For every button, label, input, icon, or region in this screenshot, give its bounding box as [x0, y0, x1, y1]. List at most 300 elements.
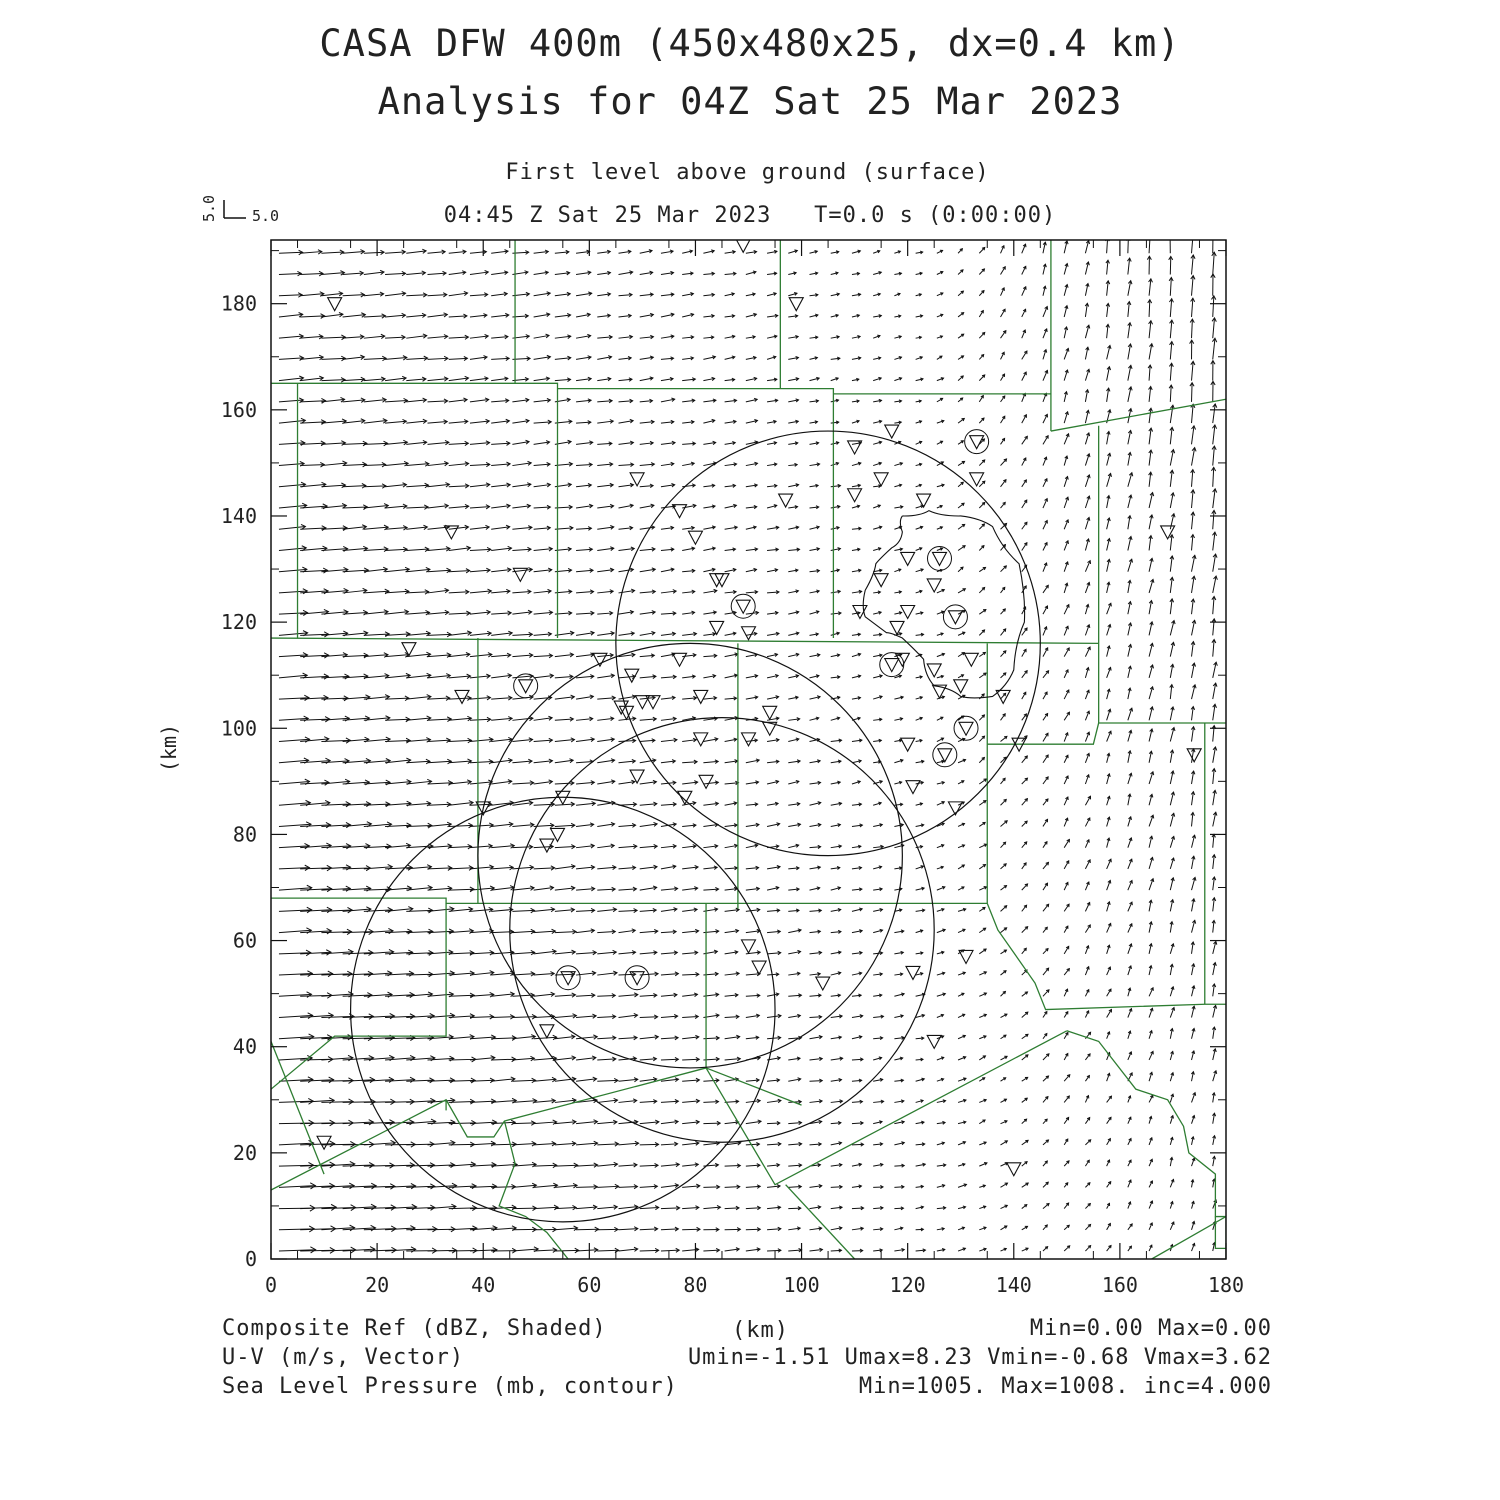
wind-vector [343, 464, 367, 465]
wind-vector [1001, 566, 1007, 572]
station-marker [317, 1136, 331, 1149]
wind-vector [385, 252, 405, 253]
wind-vector [428, 761, 452, 762]
wind-vector [428, 612, 449, 614]
wind-vector [406, 612, 429, 614]
wind-vector [640, 1186, 658, 1187]
wind-vector [512, 783, 533, 784]
wind-vector [619, 910, 638, 911]
wind-vector [512, 974, 534, 975]
station-marker [630, 972, 644, 985]
wind-vector [619, 1143, 639, 1145]
wind-vector [555, 1165, 578, 1166]
county-boundaries [271, 240, 1226, 1259]
wind-vector-head [1148, 236, 1152, 239]
wind-vector [321, 337, 345, 338]
station-marker [927, 579, 941, 592]
wind-vector [597, 1186, 618, 1187]
wind-vector [470, 739, 493, 741]
wind-vector [385, 506, 407, 508]
wind-vector [512, 952, 534, 953]
wind-vector [512, 910, 534, 911]
wind-vector [512, 825, 533, 827]
wind-vector [428, 422, 448, 424]
wind-vector [640, 1207, 659, 1208]
wind-vector [1170, 385, 1171, 402]
station-marker [927, 664, 941, 677]
station-marker [742, 733, 756, 746]
x-tick-label: 0 [264, 1273, 278, 1297]
county-line [271, 638, 1099, 643]
wind-vector [534, 1037, 557, 1039]
footer-wind: U-V (m/s, Vector) [222, 1345, 465, 1370]
level-subtitle: First level above ground (surface) [505, 160, 990, 185]
wind-vector [1192, 404, 1194, 423]
wind-vector [725, 1017, 739, 1018]
station-circle [933, 743, 957, 767]
y-tick-label: 0 [244, 1247, 257, 1271]
wind-vector [576, 952, 596, 953]
wind-vector [491, 1187, 515, 1188]
station-marker [678, 791, 692, 804]
wind-vector [491, 867, 513, 869]
wind-vector-head [1211, 231, 1216, 235]
wind-vector [491, 846, 514, 848]
wind-vector [576, 1250, 598, 1251]
wind-vector [661, 613, 676, 614]
wind-vector [619, 1038, 638, 1039]
vector-key-v-label: 5.0 [200, 194, 218, 222]
wind-vector [534, 422, 552, 423]
y-tick-label: 140 [220, 503, 257, 528]
wind-vector [449, 846, 472, 847]
wind-vector [1170, 299, 1171, 317]
wind-vector [1001, 821, 1008, 827]
wind-vector [1192, 319, 1193, 338]
station-marker [625, 669, 639, 682]
wind-vector [534, 507, 551, 508]
county-line [558, 389, 834, 638]
wind-vector [470, 443, 490, 445]
wind-vector [555, 1143, 576, 1145]
wind-vector [406, 295, 427, 296]
wind-vector [321, 273, 344, 275]
wind-vector [364, 465, 386, 466]
wind-vector [576, 464, 592, 465]
wind-vector [597, 1144, 618, 1145]
station-marker [710, 574, 724, 587]
wind-vector [428, 549, 450, 551]
x-tick-label: 80 [683, 1273, 708, 1297]
wind-vector [470, 294, 488, 295]
wind-vector [555, 379, 571, 380]
wind-vector [449, 825, 473, 826]
wind-vector [1192, 361, 1194, 380]
wind-vector [725, 1187, 740, 1188]
wind-vector [512, 761, 532, 763]
wind-vector [576, 1143, 598, 1145]
station-marker [742, 940, 756, 953]
station-marker [954, 680, 968, 693]
wind-vector [1213, 596, 1214, 614]
wind-vector [661, 1208, 680, 1209]
wind-vector [491, 613, 511, 614]
wind-vector [470, 719, 491, 720]
wind-vector [279, 358, 303, 360]
wind-vector [300, 336, 323, 338]
wind-vector [1064, 1075, 1070, 1082]
wind-vector [279, 273, 301, 274]
wind-vector [619, 846, 637, 847]
chart-title-line2: Analysis for 04Z Sat 25 Mar 2023 [377, 80, 1123, 123]
wind-vector [449, 718, 472, 720]
wind-vector [576, 1207, 597, 1209]
wind-vector [661, 932, 676, 933]
wind-vector [428, 442, 449, 444]
wind-vector [746, 1165, 760, 1166]
station-marker [885, 659, 899, 672]
wind-vector [555, 932, 576, 933]
wind-vector [385, 698, 409, 699]
wind-vector [640, 931, 658, 932]
wind-vector [428, 740, 451, 741]
wind-vector [534, 1185, 558, 1187]
station-marker [402, 643, 416, 656]
county-line [706, 1031, 1067, 1185]
wind-vector [385, 273, 405, 274]
wind-vector [321, 358, 345, 359]
wind-vector [491, 1017, 514, 1018]
wind-vector [343, 507, 368, 508]
footer-pressure-range: Min=1005. Max=1008. inc=4.000 [858, 1374, 1272, 1399]
wind-vector [343, 443, 367, 444]
wind-vector [385, 421, 406, 423]
wind-vector [512, 931, 534, 932]
wind-vector [703, 1187, 719, 1188]
x-tick-labels [265, 1273, 1244, 1297]
wind-vector [640, 1144, 659, 1145]
wind-vector [279, 252, 303, 253]
reflectivity-line [863, 511, 1024, 698]
wind-vector [703, 1080, 719, 1081]
wind-vector [555, 1250, 579, 1251]
wind-vector [979, 481, 985, 487]
wind-vector [512, 634, 532, 635]
wind-vector [470, 570, 490, 572]
county-line [499, 1121, 568, 1259]
station-marker [779, 494, 793, 507]
wind-vector [746, 1186, 760, 1187]
y-tick-label: 180 [220, 291, 257, 316]
wind-vector [1043, 904, 1049, 911]
station-marker [763, 706, 777, 719]
wind-vector [1213, 467, 1214, 486]
wind-vector [810, 1081, 823, 1082]
wind-vector [300, 294, 324, 296]
wind-vector [385, 315, 405, 317]
wind-vector [470, 761, 493, 762]
wind-vector [576, 1016, 596, 1018]
station-marker [874, 473, 888, 486]
county-line [987, 903, 1226, 1009]
wind-vector [512, 1080, 535, 1081]
y-tick-label: 160 [220, 397, 257, 422]
wind-vector [1213, 318, 1215, 338]
wind-vector [470, 464, 490, 465]
station-marker [964, 653, 978, 666]
wind-vector [703, 1123, 720, 1124]
wind-vector [597, 995, 615, 996]
wind-vector [343, 251, 365, 253]
pressure-contour [351, 797, 775, 1222]
y-tick-label: 80 [232, 822, 257, 847]
wind-vector [428, 698, 450, 699]
wind-vector [555, 974, 574, 975]
station-circle [943, 605, 967, 629]
wind-vector [385, 400, 407, 401]
wind-vector [449, 740, 472, 741]
wind-vector [703, 1250, 719, 1251]
wind-vector [385, 358, 407, 360]
station-marker [328, 298, 342, 311]
wind-vector [512, 655, 532, 657]
wind-vector [682, 1207, 699, 1208]
wind-vector [640, 1165, 658, 1166]
station-marker [885, 425, 899, 438]
wind-vector [619, 464, 634, 465]
wind-vector [746, 1208, 760, 1209]
x-tick-label: 40 [471, 1273, 496, 1297]
y-tick-label: 100 [220, 716, 257, 741]
wind-vector [640, 1229, 658, 1230]
wind-vector [343, 486, 366, 487]
wind-vector [534, 868, 555, 869]
wind-vector [1022, 884, 1028, 890]
wind-vector [1192, 383, 1193, 402]
wind-vector [703, 1207, 720, 1208]
wind-vector [428, 719, 452, 720]
wind-vector [470, 507, 490, 508]
station-marker [816, 977, 830, 990]
station-marker [444, 526, 458, 539]
wind-vector [619, 889, 637, 890]
wind-vector [1170, 278, 1171, 296]
wind-vector [1192, 233, 1194, 254]
wind-vector [640, 1059, 657, 1060]
wind-vector [512, 847, 532, 848]
station-marker [901, 738, 915, 751]
wind-vector [1213, 510, 1214, 529]
wind-vector [1043, 1054, 1049, 1060]
wind-vector [1022, 799, 1028, 806]
x-tick-label: 100 [783, 1273, 820, 1297]
wind-vector [788, 1187, 801, 1188]
wind-vector [534, 973, 555, 975]
wind-vector [746, 995, 760, 996]
wind-vector [512, 1017, 536, 1018]
wind-vector [682, 1016, 698, 1017]
wind-vector [428, 401, 448, 402]
wind-vector [428, 634, 451, 635]
wind-vector [534, 931, 556, 933]
wind-vector [555, 825, 575, 826]
wind-vector [428, 295, 447, 296]
wind-vector [428, 358, 448, 359]
wind-vector [640, 1017, 658, 1018]
wind-vector [703, 889, 718, 890]
station-marker [688, 531, 702, 544]
wind-vector [321, 380, 345, 381]
wind-vector [343, 273, 364, 275]
station-marker [959, 722, 973, 735]
wind-vector [640, 910, 656, 911]
wind-vector [1001, 799, 1007, 805]
wind-vector [682, 1080, 699, 1081]
wind-vector [725, 1208, 739, 1209]
wind-vector [555, 910, 575, 912]
wind-vector [406, 485, 428, 487]
station-marker [933, 552, 947, 565]
y-tick-label: 40 [232, 1034, 257, 1059]
valid-time-label: 04:45 Z Sat 25 Mar 2023 T=0.0 s (0:00:00) [443, 203, 1057, 228]
wind-vector [597, 1207, 617, 1209]
wind-vector [640, 1101, 657, 1102]
wind-vector [1213, 639, 1214, 656]
station-marker [519, 680, 533, 693]
wind-vector [406, 507, 428, 508]
wind-vector [555, 719, 574, 720]
wind-vector [1022, 927, 1028, 933]
chart-title-line1: CASA DFW 400m (450x480x25, dx=0.4 km) [319, 22, 1181, 65]
wind-vector [491, 909, 513, 911]
wind-vector [491, 973, 514, 975]
wind-vector [343, 379, 365, 380]
wind-vector [534, 1165, 557, 1166]
wind-vector [449, 571, 470, 572]
wind-vector [279, 336, 303, 338]
wind-vector [300, 465, 324, 466]
wind-vector [406, 549, 428, 550]
wind-vector [491, 1059, 515, 1060]
wind-vector [661, 953, 677, 954]
wind-vector [428, 783, 453, 784]
wind-vector [725, 1166, 741, 1167]
station-marker [874, 574, 888, 587]
wind-vector [597, 1080, 618, 1081]
wind-vector [449, 506, 469, 508]
x-tick-label: 140 [995, 1273, 1032, 1297]
wind-vector [491, 655, 511, 657]
wind-vector [1149, 300, 1150, 317]
wind-vector [619, 1186, 638, 1187]
wind-vector [491, 358, 509, 359]
station-circle [514, 674, 538, 698]
wind-vector [491, 400, 509, 401]
wind-vector [1213, 296, 1214, 317]
station-marker [694, 690, 708, 703]
station-marker [901, 606, 915, 619]
station-marker [917, 494, 931, 507]
wind-vector [555, 1016, 577, 1018]
wind-vector [597, 1250, 618, 1251]
county-line [786, 1185, 855, 1259]
wind-vector [555, 1122, 576, 1124]
wind-vector [512, 549, 531, 550]
x-tick-label: 160 [1101, 1273, 1138, 1297]
wind-vector [470, 549, 491, 550]
station-marker [789, 298, 803, 311]
wind-vector [1213, 252, 1215, 274]
wind-vector [1149, 365, 1150, 381]
y-tick-label: 60 [232, 928, 257, 953]
wind-vector [682, 974, 699, 975]
wind-vector [449, 592, 469, 593]
wind-vector [661, 1250, 679, 1251]
wind-vector [428, 273, 447, 274]
wind-vector [767, 1250, 781, 1251]
wind-vector [385, 655, 409, 657]
wind-vector [979, 460, 984, 466]
wind-vector [576, 422, 591, 423]
wind-vector [364, 527, 388, 529]
wind-vector [576, 1187, 597, 1188]
county-line [706, 1068, 802, 1105]
station-circle [625, 966, 649, 990]
wind-vector [619, 974, 636, 975]
station-marker [736, 239, 750, 252]
station-marker [906, 966, 920, 979]
wind-vector [1192, 276, 1194, 296]
station-marker [455, 690, 469, 703]
footer-wind-range: Umin=-1.51 Umax=8.23 Vmin=-0.68 Vmax=3.62 [687, 1345, 1272, 1370]
wind-vector [406, 379, 426, 381]
wind-vector-field [279, 231, 1217, 1254]
wind-vector [428, 868, 452, 869]
wind-vector [1001, 459, 1007, 466]
wind-vector [661, 1038, 678, 1039]
wind-vector [597, 1016, 615, 1017]
wind-vector [576, 592, 594, 593]
station-marker [593, 653, 607, 666]
county-line [271, 1068, 706, 1190]
wind-vector [449, 316, 467, 317]
wind-vector [1213, 446, 1215, 465]
wind-vector [406, 761, 430, 762]
wind-vector [470, 591, 491, 593]
wind-vector [512, 1185, 536, 1187]
wind-vector [640, 995, 657, 996]
station-marker [848, 489, 862, 502]
wind-vector [385, 528, 407, 530]
wind-vector [364, 549, 388, 551]
reflectivity-contour [863, 511, 1024, 698]
station-marker [699, 775, 713, 788]
station-marker [938, 749, 952, 762]
wind-vector [428, 655, 451, 657]
wind-vector [597, 443, 612, 444]
wind-vector [555, 995, 576, 996]
wind-vector [491, 698, 512, 699]
y-tick-label: 20 [232, 1140, 257, 1165]
wind-vector [576, 1165, 597, 1166]
wind-vector [470, 825, 493, 826]
footer-pressure: Sea Level Pressure (mb, contour) [222, 1374, 678, 1399]
wind-vector [534, 1144, 556, 1145]
wind-vector [385, 719, 410, 720]
wind-vector [661, 1101, 678, 1102]
station-marker [906, 781, 920, 794]
wind-vector [512, 1123, 535, 1124]
